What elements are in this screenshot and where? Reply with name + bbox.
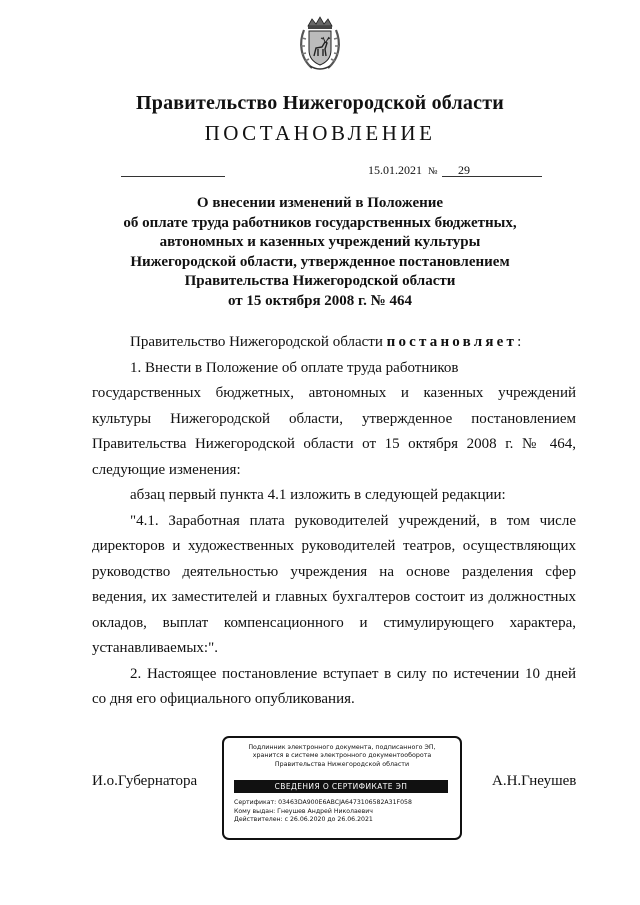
stamp-line: Подлинник электронного документа, подписанного ЭП,	[248, 744, 436, 751]
number-sign: №	[428, 166, 438, 177]
number-underline	[442, 176, 542, 177]
preamble-text: Правительство Нижегородской области	[130, 334, 383, 350]
stamp-line: Правительства Нижегородской области	[274, 760, 410, 768]
document-type: ПОСТАНОВЛЕНИЕ	[204, 121, 436, 145]
electronic-signature-stamp	[222, 736, 462, 840]
stamp-issued-to: Кому выдан: Гнеушев Андрей Николаевич	[234, 807, 373, 815]
preamble-colon: :	[517, 334, 522, 350]
title-line: от 15 октября 2008 г. № 464	[228, 292, 412, 309]
stamp-certificate-bar: СВЕДЕНИЯ О СЕРТИФИКАТЕ ЭП	[234, 780, 448, 793]
stamp-header	[224, 744, 460, 769]
title-line: автономных и казенных учреждений культуры	[159, 234, 481, 250]
title-line: О внесении изменений в Положение	[196, 195, 444, 211]
document-date: 15.01.2021	[368, 163, 422, 177]
stamp-line: хранится в системе электронного документооборота	[252, 752, 432, 760]
title-line: Нижегородской области, утвержденное постановлением	[130, 253, 510, 270]
paragraph-1-rest: государственных бюджетных, автономных и казенных учреждений культуры Нижегородской области, утвержденное постановлением Правительства Нижегородской области от 15 октября 2008 г. № 464, следующие изменения:	[92, 385, 576, 478]
paragraph-2: абзац первый пункта 4.1 изложить в следующей редакции:	[130, 487, 506, 503]
title-line: Правительства Нижегородской области	[184, 273, 456, 289]
signatory-name: А.Н.Гнеушев	[492, 773, 577, 789]
paragraph-1-line-1: 1. Внести в Положение об оплате труда работников	[130, 359, 459, 376]
stamp-certificate-info	[234, 799, 454, 825]
signatory-position: И.о.Губернатора	[92, 773, 198, 789]
stamp-validity: Действителен: с 26.06.2020 до 26.06.2021	[234, 816, 373, 824]
paragraph-4: 2. Настоящее постановление вступает в силу по истечении 10 дней со дня его официального опубликования.	[92, 665, 576, 707]
stamp-cert-id: Сертификат: 03463DA900E6ABCJA6473106582A31F058	[234, 799, 412, 806]
paragraph-3: "4.1. Заработная плата руководителей учреждений, в том числе директоров и художественных руководителей театров, осуществляющих руководство деятельностью учреждения на основе разделения сфер ведения, их заместителей и главных бухгалтеров состоит из должностных окладов, выплат компенсационного и стимулирующего характера, устанавливаемых:".	[92, 512, 576, 656]
document-number: 29	[458, 163, 470, 177]
coat-of-arms-icon	[298, 16, 342, 72]
document-title	[0, 194, 640, 311]
blank-line	[121, 176, 225, 177]
organization-name: Правительство Нижегородской области	[136, 92, 504, 114]
preamble	[92, 330, 576, 356]
title-line: об оплате труда работников государственных бюджетных,	[123, 214, 517, 231]
preamble-decree: постановляет	[386, 334, 518, 350]
document-body	[92, 330, 576, 713]
